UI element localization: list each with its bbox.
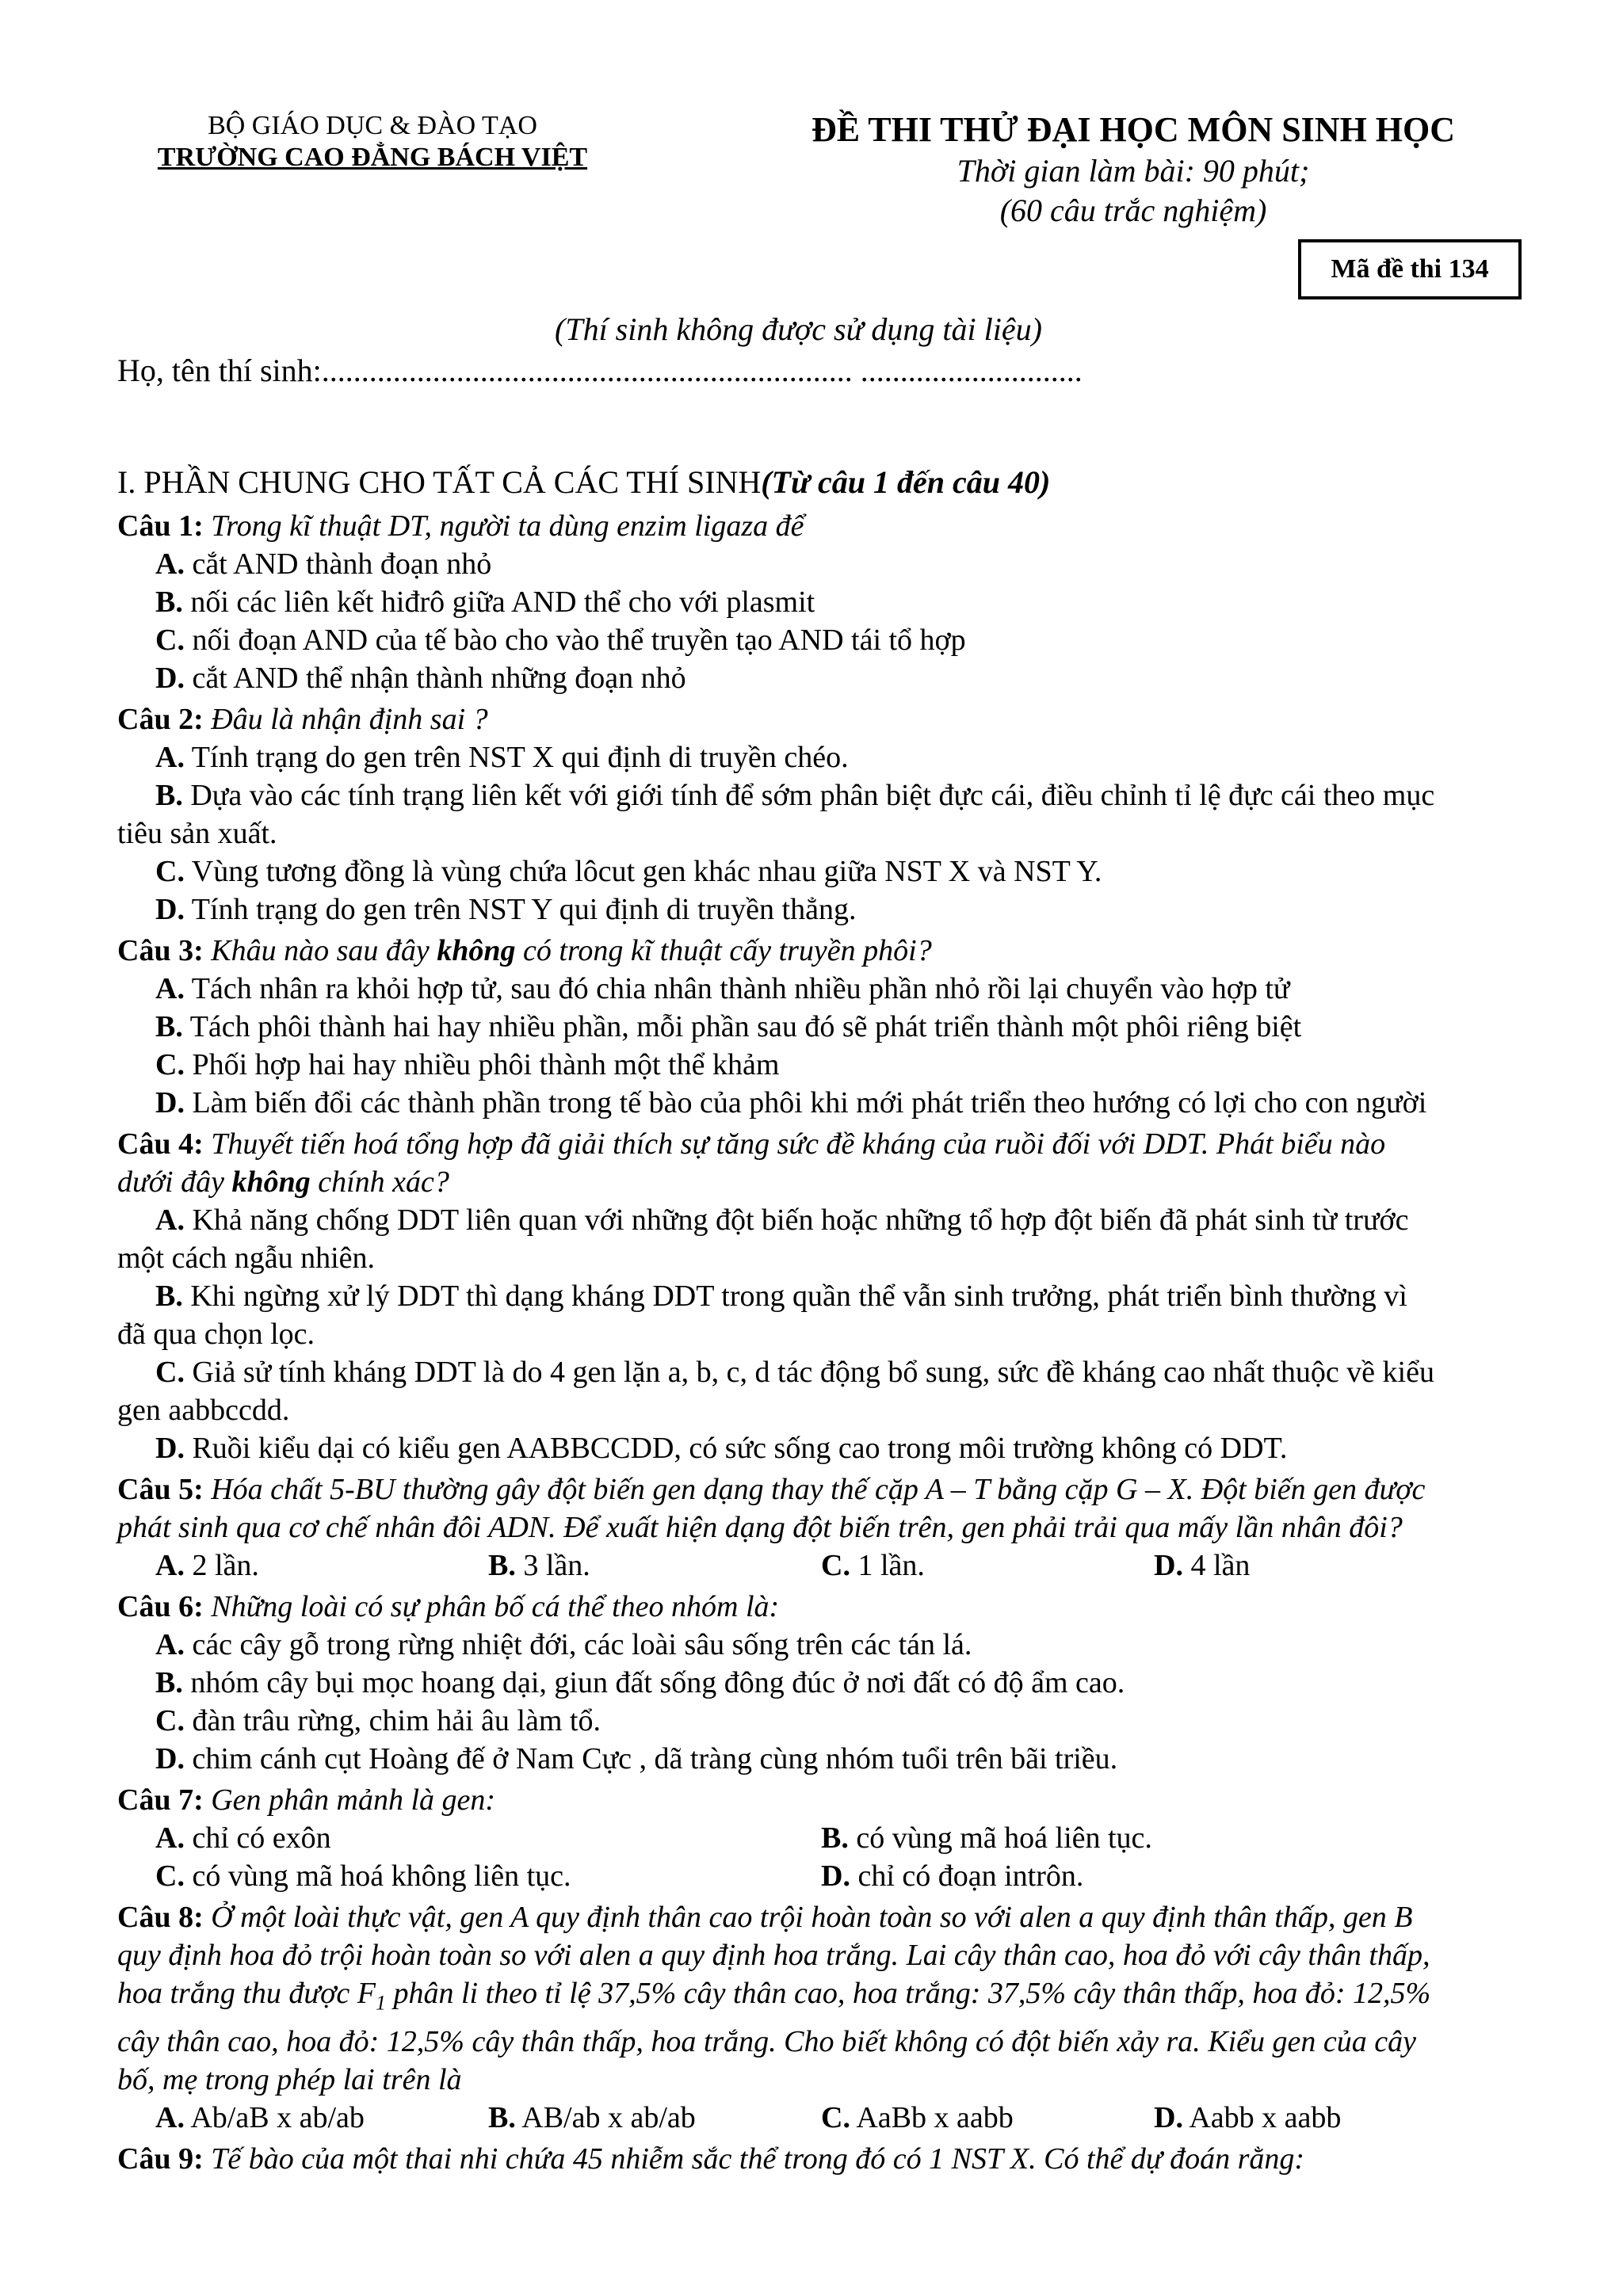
question-stem (117, 507, 1556, 545)
question-text: phân li theo tỉ lệ 37,5% cây thân cao, hoa trắng: 37,5% cây thân thấp, hoa đỏ: 12,5% (386, 1977, 1431, 2010)
option-letter: D. (155, 1432, 185, 1465)
option-text: cắt AND thành đoạn nhỏ (192, 547, 492, 581)
option-d (117, 1429, 1556, 1467)
question-2 (117, 700, 1556, 929)
option-letter: A. (155, 1821, 185, 1855)
option-letter: D. (821, 1859, 850, 1893)
option-letter: C. (155, 1704, 185, 1737)
option-letter: B. (155, 585, 183, 619)
question-text: Trong kĩ thuật DT, người ta dùng enzim ligaza để (203, 509, 804, 543)
question-text: Khâu nào sau đây (203, 934, 437, 967)
option-a (155, 1547, 488, 1585)
question-9 (117, 2140, 1556, 2178)
exam-code: Mã đề thi 134 (1331, 254, 1489, 284)
option-text: Tính trạng do gen trên NST Y qui định di truyền thẳng. (191, 893, 857, 926)
option-text: nhóm cây bụi mọc hoang dại, giun đất sống đông đúc ở nơi đất có độ ẩm cao. (190, 1666, 1125, 1699)
question-stem-continued (117, 1163, 1556, 1201)
question-text: Gen phân mảnh là gen: (203, 1783, 496, 1817)
question-label: Câu 7: (117, 1783, 204, 1817)
option-text: chim cánh cụt Hoàng đế ở Nam Cực , dã tràng cùng nhóm tuổi trên bãi triều. (192, 1742, 1118, 1775)
question-label: Câu 2: (117, 703, 204, 736)
question-stem (117, 2140, 1556, 2178)
option-b (117, 1008, 1556, 1046)
option-c (821, 1547, 1154, 1585)
option-text: 3 lần. (523, 1549, 590, 1582)
option-letter: C. (155, 1859, 185, 1893)
question-stem (117, 1125, 1556, 1163)
option-b-continued: đã qua chọn lọc. (117, 1318, 315, 1351)
option-a (155, 2099, 488, 2137)
option-letter: B. (155, 779, 183, 812)
question-4 (117, 1125, 1556, 1467)
option-text: Phối hợp hai hay nhiều phôi thành một thể khảm (192, 1048, 780, 1081)
option-b (117, 1664, 1556, 1702)
option-b (117, 776, 1556, 814)
question-stem-continued: cây thân cao, hoa đỏ: 12,5% cây thân thấp, hoa trắng. Cho biết không có đột biến xảy ra. Kiểu gen của cây (117, 2024, 1416, 2058)
option-text: Khả năng chống DDT liên quan với những đột biến hoặc những tổ hợp đột biến đã phát sinh từ trước (192, 1203, 1409, 1237)
option-c-continued: gen aabbccdd. (117, 1394, 290, 1427)
question-5 (117, 1470, 1556, 1585)
question-stem (117, 1898, 1556, 1936)
option-c (117, 1353, 1556, 1391)
option-b-continued: tiêu sản xuất. (117, 817, 277, 850)
question-text: dưới đây (117, 1165, 232, 1199)
option-c (117, 1702, 1556, 1740)
option-text: nối đoạn AND của tế bào cho vào thể truyền tạo AND tái tổ hợp (192, 624, 966, 657)
option-a (117, 970, 1556, 1008)
option-text: các cây gỗ trong rừng nhiệt đới, các loài sâu sống trên các tán lá. (192, 1628, 972, 1661)
question-3 (117, 932, 1556, 1122)
option-letter: A. (155, 741, 185, 774)
option-text: Giả sử tính kháng DDT là do 4 gen lặn a, b, c, d tác động bổ sung, sức đề kháng cao nhất thuộc về kiểu (192, 1356, 1434, 1389)
exam-content (117, 461, 1556, 2178)
option-letter: D. (1154, 2100, 1183, 2134)
question-label: Câu 9: (117, 2142, 204, 2176)
section-title: I. PHẦN CHUNG CHO TẤT CẢ CÁC THÍ SINH (117, 464, 762, 500)
option-c (117, 852, 1556, 891)
option-text: 4 lần (1190, 1549, 1251, 1582)
option-letter: D. (155, 662, 185, 695)
option-a (117, 738, 1556, 776)
option-text: Dựa vào các tính trạng liên kết với giới tính để sớm phân biệt đực cái, điều chỉnh tỉ lệ đực cái theo mục (190, 779, 1435, 812)
options-row (117, 1547, 1556, 1585)
option-text: Aabb x aabb (1189, 2100, 1342, 2134)
option-text: đàn trâu rừng, chim hải âu làm tổ. (192, 1704, 601, 1737)
question-6 (117, 1588, 1556, 1778)
question-stem-continued: phát sinh qua cơ chế nhân đôi ADN. Để xuất hiện dạng đột biến trên, gen phải trải qua mấy lần nhân đôi? (117, 1511, 1403, 1544)
exam-time: Thời gian làm bài: 90 phút; (957, 153, 1310, 189)
question-label: Câu 6: (117, 1590, 204, 1623)
option-text: AB/ab x ab/ab (521, 2100, 696, 2134)
question-label: Câu 3: (117, 934, 204, 967)
option-letter: D. (155, 1742, 185, 1775)
question-text: Thuyết tiến hoá tổng hợp đã giải thích sự tăng sức đề kháng của ruồi đối với DDT. Phát biểu nào (203, 1127, 1386, 1161)
question-text: Ở một loài thực vật, gen A quy định thân cao trội hoàn toàn so với alen a quy định thân thấp, gen B (203, 1901, 1413, 1934)
section-heading (117, 461, 1556, 504)
question-1 (117, 507, 1556, 697)
option-letter: D. (155, 1086, 185, 1119)
option-c (117, 1046, 1556, 1084)
question-text: Hóa chất 5-BU thường gây đột biến gen dạng thay thế cặp A – T bằng cặp G – X. Đột biến gen được (203, 1473, 1426, 1506)
question-8 (117, 1898, 1556, 2137)
options-row (117, 1819, 1556, 1857)
question-label: Câu 1: (117, 509, 204, 543)
section-range: (Từ câu 1 đến câu 40) (761, 464, 1051, 500)
option-text: chỉ có đoạn intrôn. (857, 1859, 1084, 1893)
question-stem-continued: bố, mẹ trong phép lai trên là (117, 2062, 462, 2096)
option-letter: A. (155, 1549, 185, 1582)
question-emphasis: không (437, 934, 516, 967)
question-text: có trong kĩ thuật cấy truyền phôi? (515, 934, 932, 967)
option-text: có vùng mã hoá liên tục. (856, 1821, 1152, 1855)
option-a (117, 545, 1556, 583)
option-letter: B. (155, 1280, 183, 1313)
option-b (117, 1277, 1556, 1315)
question-label: Câu 5: (117, 1473, 204, 1506)
option-b (488, 2099, 821, 2137)
option-text: Làm biến đổi các thành phần trong tế bào của phôi khi mới phát triển theo hướng có lợi cho con người (192, 1086, 1427, 1119)
option-a-continued: một cách ngẫu nhiên. (117, 1241, 376, 1275)
option-d (117, 1740, 1556, 1778)
option-letter: B. (488, 1549, 516, 1582)
option-d (117, 659, 1556, 697)
question-text: Những loài có sự phân bố cá thể theo nhóm là: (203, 1590, 780, 1623)
question-stem (117, 700, 1556, 738)
option-a (117, 1626, 1556, 1664)
option-text: Tính trạng do gen trên NST X qui định di truyền chéo. (191, 741, 849, 774)
question-stem-continued (117, 1974, 1556, 2023)
option-b (821, 1819, 1487, 1857)
option-letter: D. (1154, 1549, 1183, 1582)
option-d (1154, 1547, 1487, 1585)
option-letter: C. (821, 1549, 850, 1582)
question-text: Tế bào của một thai nhi chứa 45 nhiễm sắc thể trong đó có 1 NST X. Có thể dự đoán rằng: (203, 2142, 1305, 2176)
question-label: Câu 4: (117, 1127, 204, 1161)
options-row (117, 2099, 1556, 2137)
option-d (117, 1084, 1556, 1122)
option-d (821, 1857, 1487, 1895)
option-text: có vùng mã hoá không liên tục. (192, 1859, 571, 1893)
question-stem-continued: quy định hoa đỏ trội hoàn toàn so với alen a quy định hoa trắng. Lai cây thân cao, hoa đỏ với cây thân thấp, (117, 1939, 1430, 1972)
question-label: Câu 8: (117, 1901, 204, 1934)
option-letter: C. (155, 624, 185, 657)
option-text: chỉ có exôn (192, 1821, 331, 1855)
option-letter: D. (155, 893, 185, 926)
school-name: TRƯỜNG CAO ĐẲNG BÁCH VIỆT (157, 143, 588, 172)
question-text: hoa trắng thu được F (117, 1977, 376, 2010)
option-text: 2 lần. (192, 1549, 259, 1582)
option-letter: C. (155, 1356, 185, 1389)
question-stem (117, 1588, 1556, 1626)
option-text: nối các liên kết hiđrô giữa AND thể cho với plasmit (190, 585, 815, 619)
exam-note: (Thí sinh không được sử dụng tài liệu) (555, 311, 1042, 347)
option-b (117, 583, 1556, 621)
exam-question-count: (60 câu trắc nghiệm) (999, 193, 1267, 228)
exam-code-box (1298, 239, 1522, 299)
option-b (488, 1547, 821, 1585)
option-letter: C. (155, 1048, 185, 1081)
question-stem (117, 932, 1556, 970)
option-text: cắt AND thể nhận thành những đoạn nhỏ (192, 662, 686, 695)
option-c (117, 621, 1556, 659)
question-stem (117, 1781, 1556, 1819)
option-letter: B. (155, 1666, 183, 1699)
option-letter: B. (488, 2100, 516, 2134)
option-a (117, 1201, 1556, 1239)
options-row (117, 1857, 1556, 1895)
question-stem (117, 1470, 1556, 1508)
option-text: Ab/aB x ab/ab (190, 2100, 365, 2134)
question-emphasis: không (231, 1165, 311, 1199)
option-d (1154, 2099, 1487, 2137)
option-letter: B. (155, 1010, 183, 1043)
option-c (821, 2099, 1154, 2137)
option-a (155, 1819, 821, 1857)
option-letter: C. (821, 2100, 850, 2134)
option-text: AaBb x aabb (856, 2100, 1014, 2134)
question-text: Đâu là nhận định sai ? (203, 703, 488, 736)
candidate-name-line: Họ, tên thí sinh:................................................................... ............................ (117, 353, 1083, 388)
subscript: 1 (376, 1991, 386, 2015)
option-text: Khi ngừng xử lý DDT thì dạng kháng DDT trong quần thể vẫn sinh trưởng, phát triển bình thường vì (190, 1280, 1407, 1313)
option-c (155, 1857, 821, 1895)
option-text: Ruồi kiểu dại có kiểu gen AABBCCDD, có sức sống cao trong môi trường không có DDT. (192, 1432, 1288, 1465)
option-text: Tách phôi thành hai hay nhiều phần, mỗi phần sau đó sẽ phát triển thành một phôi riêng biệt (189, 1010, 1302, 1043)
ministry-name: BỘ GIÁO DỤC & ĐÀO TẠO (208, 111, 537, 140)
option-text: 1 lần. (857, 1549, 925, 1582)
question-7 (117, 1781, 1556, 1895)
option-letter: A. (155, 2100, 185, 2134)
question-text: chính xác? (310, 1165, 449, 1199)
option-text: Vùng tương đồng là vùng chứa lôcut gen khác nhau giữa NST X và NST Y. (191, 855, 1102, 888)
option-letter: A. (155, 1203, 185, 1237)
exam-title: ĐỀ THI THỬ ĐẠI HỌC MÔN SINH HỌC (811, 110, 1456, 149)
option-d (117, 891, 1556, 929)
option-letter: C. (155, 855, 185, 888)
option-letter: A. (155, 972, 185, 1005)
option-letter: A. (155, 1628, 185, 1661)
option-letter: A. (155, 547, 185, 581)
option-letter: B. (821, 1821, 849, 1855)
option-text: Tách nhân ra khỏi hợp tử, sau đó chia nhân thành nhiều phần nhỏ rồi lại chuyển vào hợp tử (191, 972, 1290, 1005)
